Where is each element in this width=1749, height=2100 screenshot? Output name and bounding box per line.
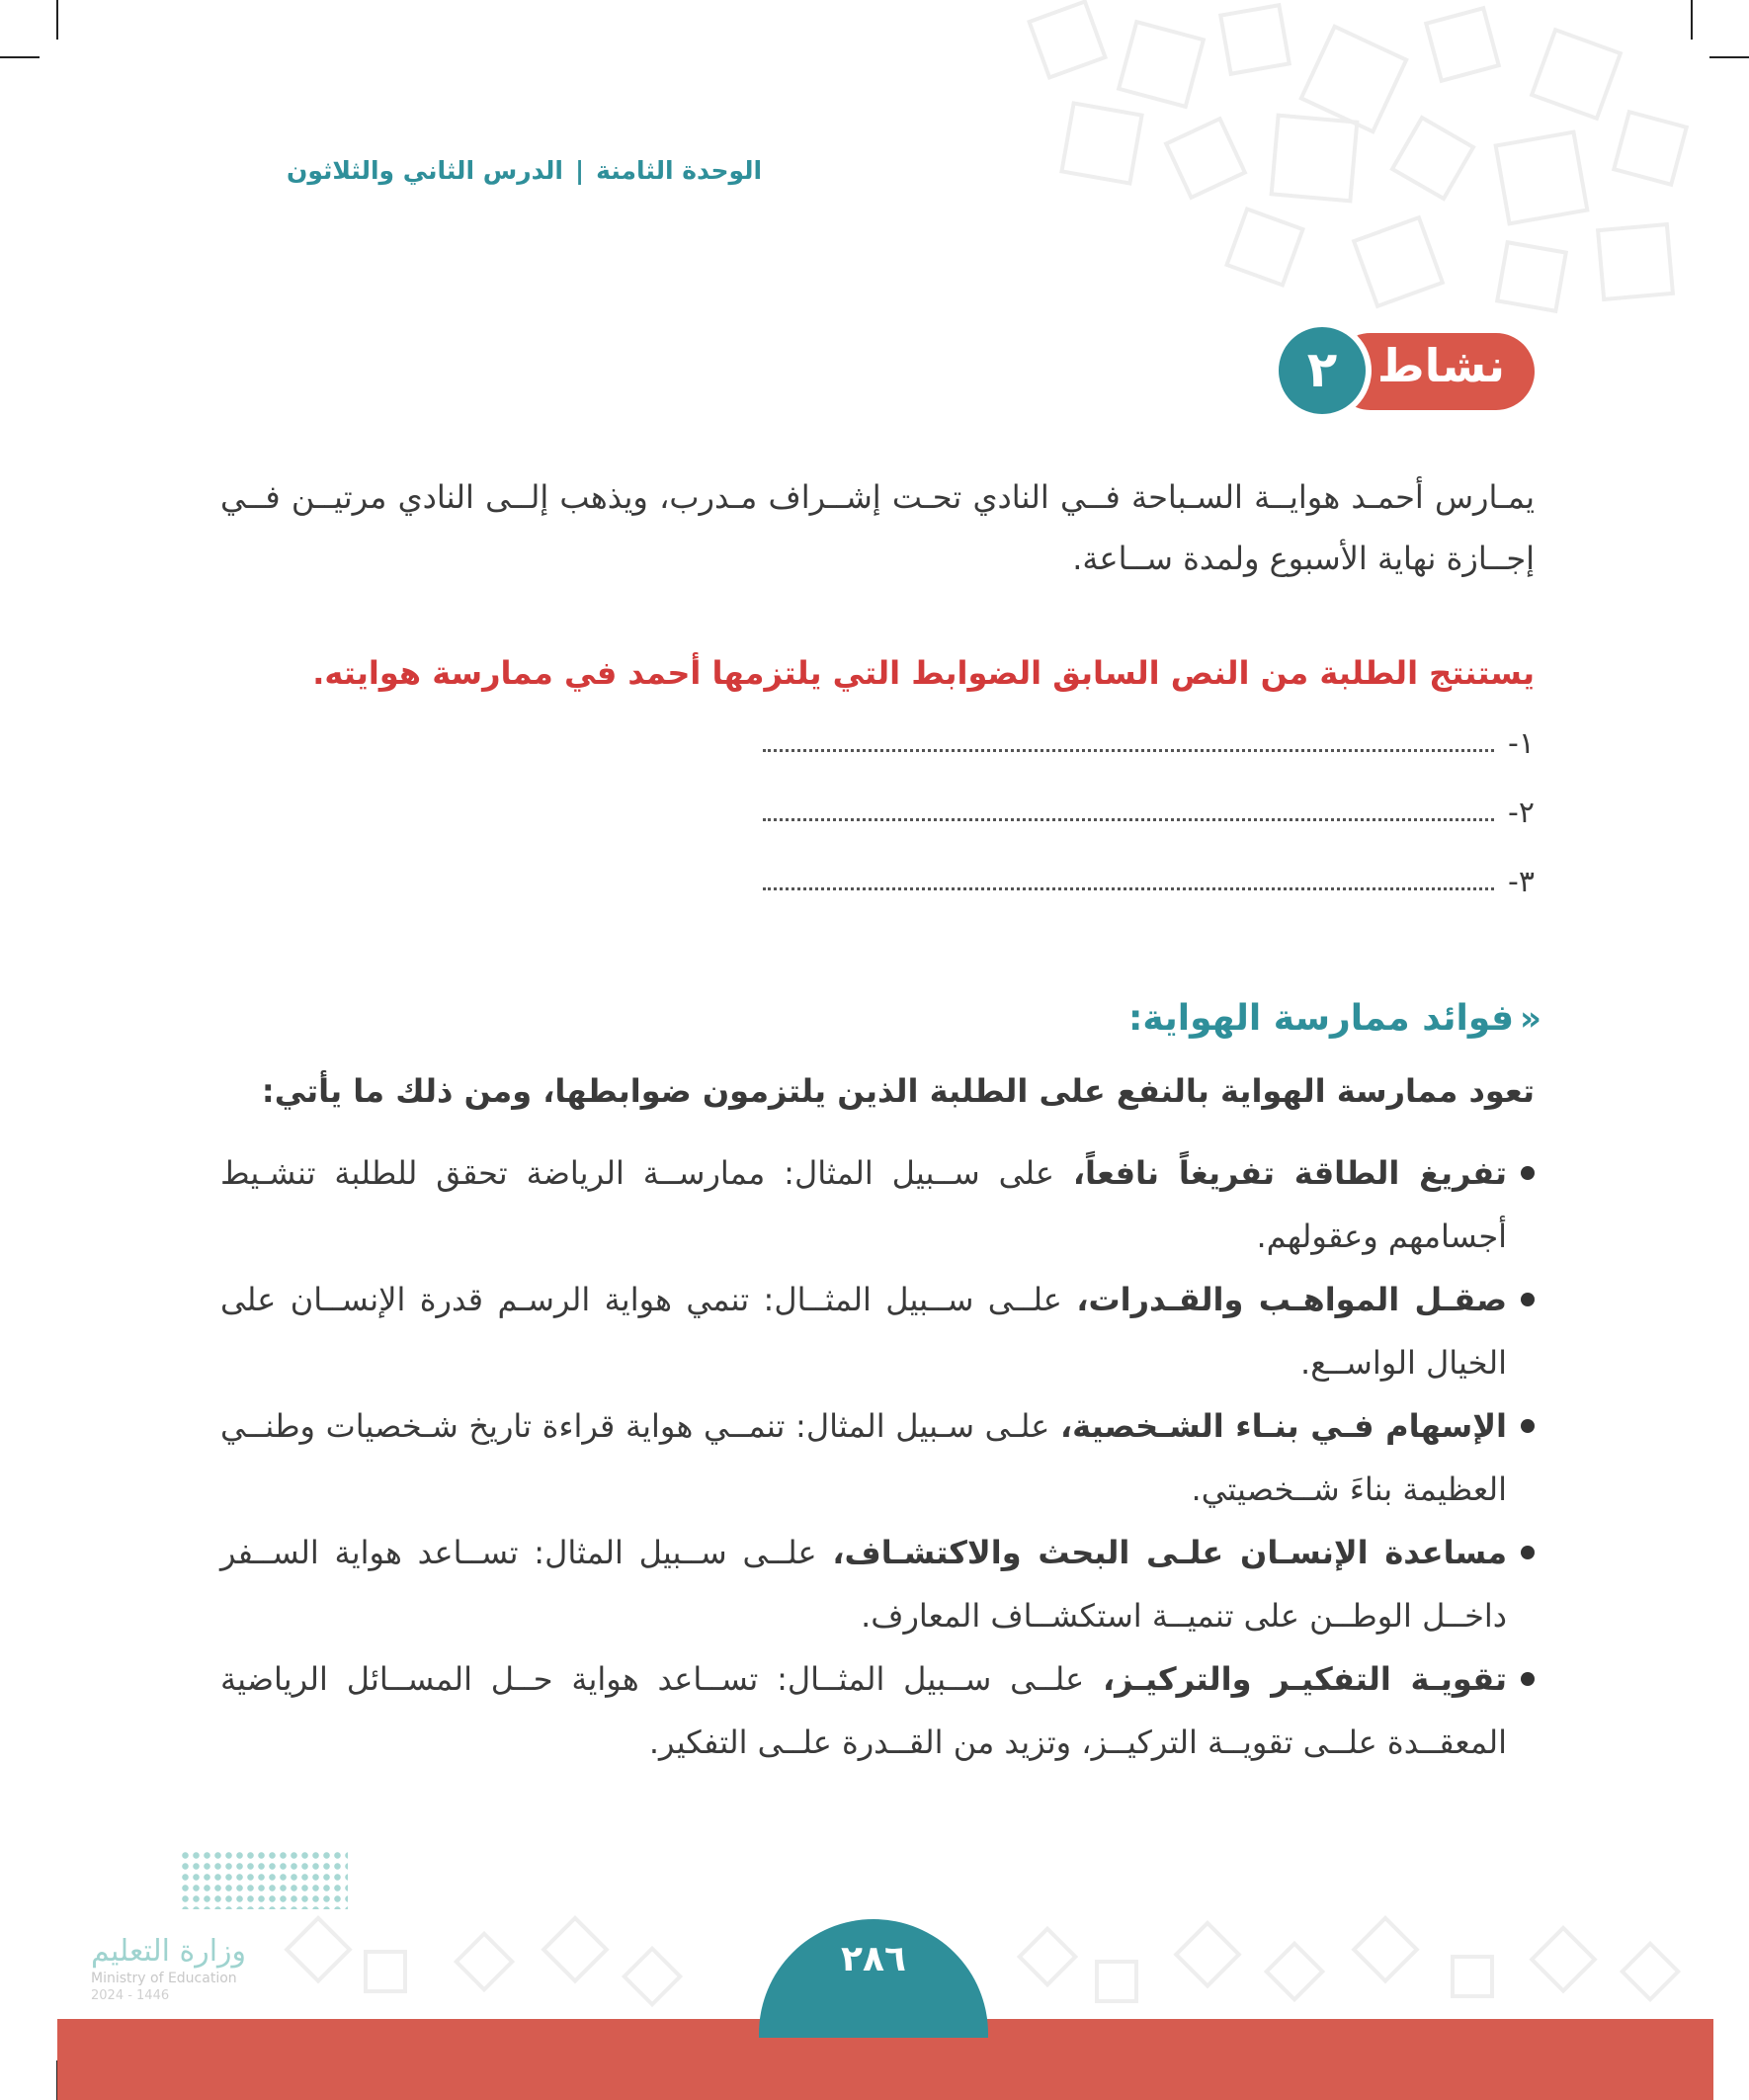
bullet-icon — [1521, 1166, 1535, 1180]
answer-number: ٢- — [1508, 796, 1535, 830]
page-number: ٢٨٦ — [841, 1939, 906, 1979]
ministry-name-en: Ministry of Education — [91, 1971, 237, 1986]
item-heading: الإسهام فـي بنـاء الشـخصية، — [1060, 1407, 1508, 1445]
item-text: على ســبيل المثال: ممارســة الرياضة تحقق للطلبة تنشـيط أجسامهم وعقولهم. — [220, 1154, 1507, 1255]
item-text: علـى سـبيل المثال: تنمــي هواية قراءة تاريخ شـخصيات وطنــي العظيمة بناءَ شــخصيتي. — [220, 1407, 1507, 1508]
answer-number: ١- — [1508, 726, 1535, 761]
item-text: علــى ســبيل المثــال: تســاعد هواية حــل المســائل الرياضية المعقــدة علــى تقويــة التركيــز، وتزيد من القــدرة علــى التفكير. — [220, 1660, 1507, 1761]
bullet-icon — [1521, 1546, 1535, 1559]
list-item — [220, 1521, 1535, 1647]
answer-number: ٣- — [1508, 865, 1535, 899]
list-item — [220, 1394, 1535, 1521]
activity-number: ٢ — [1306, 341, 1338, 398]
activity-prompt: يستنتج الطلبة من النص السابق الضوابط التي يلتزمها أحمد في ممارسة هوايته. — [312, 654, 1535, 692]
running-header — [287, 156, 762, 185]
crop-mark — [56, 0, 58, 40]
item-heading: تقويـة التفكيـر والتركيـز، — [1102, 1660, 1508, 1698]
activity-label: نشاط — [1376, 339, 1505, 392]
ministry-name-ar: وزارة التعليم — [91, 1934, 247, 1969]
section-intro: تعود ممارسة الهواية بالنفع على الطلبة الذين يلتزمون ضوابطها، ومن ذلك ما يأتي: — [261, 1072, 1535, 1110]
item-heading: تفريغ الطاقة تفريغاً نافعاً، — [1072, 1154, 1507, 1192]
ministry-logo — [91, 1850, 348, 2003]
list-item — [220, 1647, 1535, 1774]
activity-number-circle — [1273, 321, 1372, 420]
item-heading: صقـل المواهـب والقـدرات، — [1076, 1281, 1508, 1318]
answer-dotted-line[interactable] — [763, 818, 1494, 821]
answer-line-3[interactable] — [763, 865, 1535, 899]
activity-passage: يمـارس أحمـد هوايــة السـباحة فــي النادي تحـت إشــراف مـدرب، ويذهب إلــى النادي مرتيــن فــي إجــازة نهاية الأسبوع ولمدة ســاعة. — [220, 478, 1535, 577]
answer-line-1[interactable] — [763, 726, 1535, 761]
crop-mark — [0, 56, 40, 58]
bullet-icon — [1521, 1419, 1535, 1433]
item-text: علــى ســبيل المثــال: تنمي هواية الرسـم قدرة الإنســان على الخيال الواســع. — [220, 1281, 1507, 1382]
answer-dotted-line[interactable] — [763, 749, 1494, 752]
crop-mark — [1691, 0, 1693, 40]
crop-mark — [1709, 56, 1749, 58]
activity-badge — [1273, 321, 1535, 420]
section-heading — [1128, 998, 1541, 1039]
double-chevron-icon: « — [1520, 999, 1541, 1039]
bullet-icon — [1521, 1672, 1535, 1686]
item-text: علــى ســبيل المثال: تســاعد هواية الســفر داخــل الوطــن على تنميــة استكشــاف المعارف. — [220, 1534, 1507, 1635]
lesson-label: الدرس الثاني والثلاثون — [287, 156, 564, 185]
list-item — [220, 1268, 1535, 1394]
unit-label: الوحدة الثامنة — [596, 156, 763, 185]
header-separator: | — [575, 156, 585, 185]
answer-dotted-line[interactable] — [763, 887, 1494, 890]
item-heading: مساعدة الإنسـان علـى البحث والاكتشـاف، — [832, 1534, 1507, 1571]
benefits-list — [220, 1141, 1535, 1774]
answer-line-2[interactable] — [763, 796, 1535, 830]
ministry-dots-icon — [180, 1850, 348, 1909]
list-item — [220, 1141, 1535, 1268]
section-title: فوائد ممارسة الهواية: — [1127, 998, 1515, 1039]
edition-year: 2024 - 1446 — [91, 1988, 170, 2003]
bullet-icon — [1521, 1293, 1535, 1306]
